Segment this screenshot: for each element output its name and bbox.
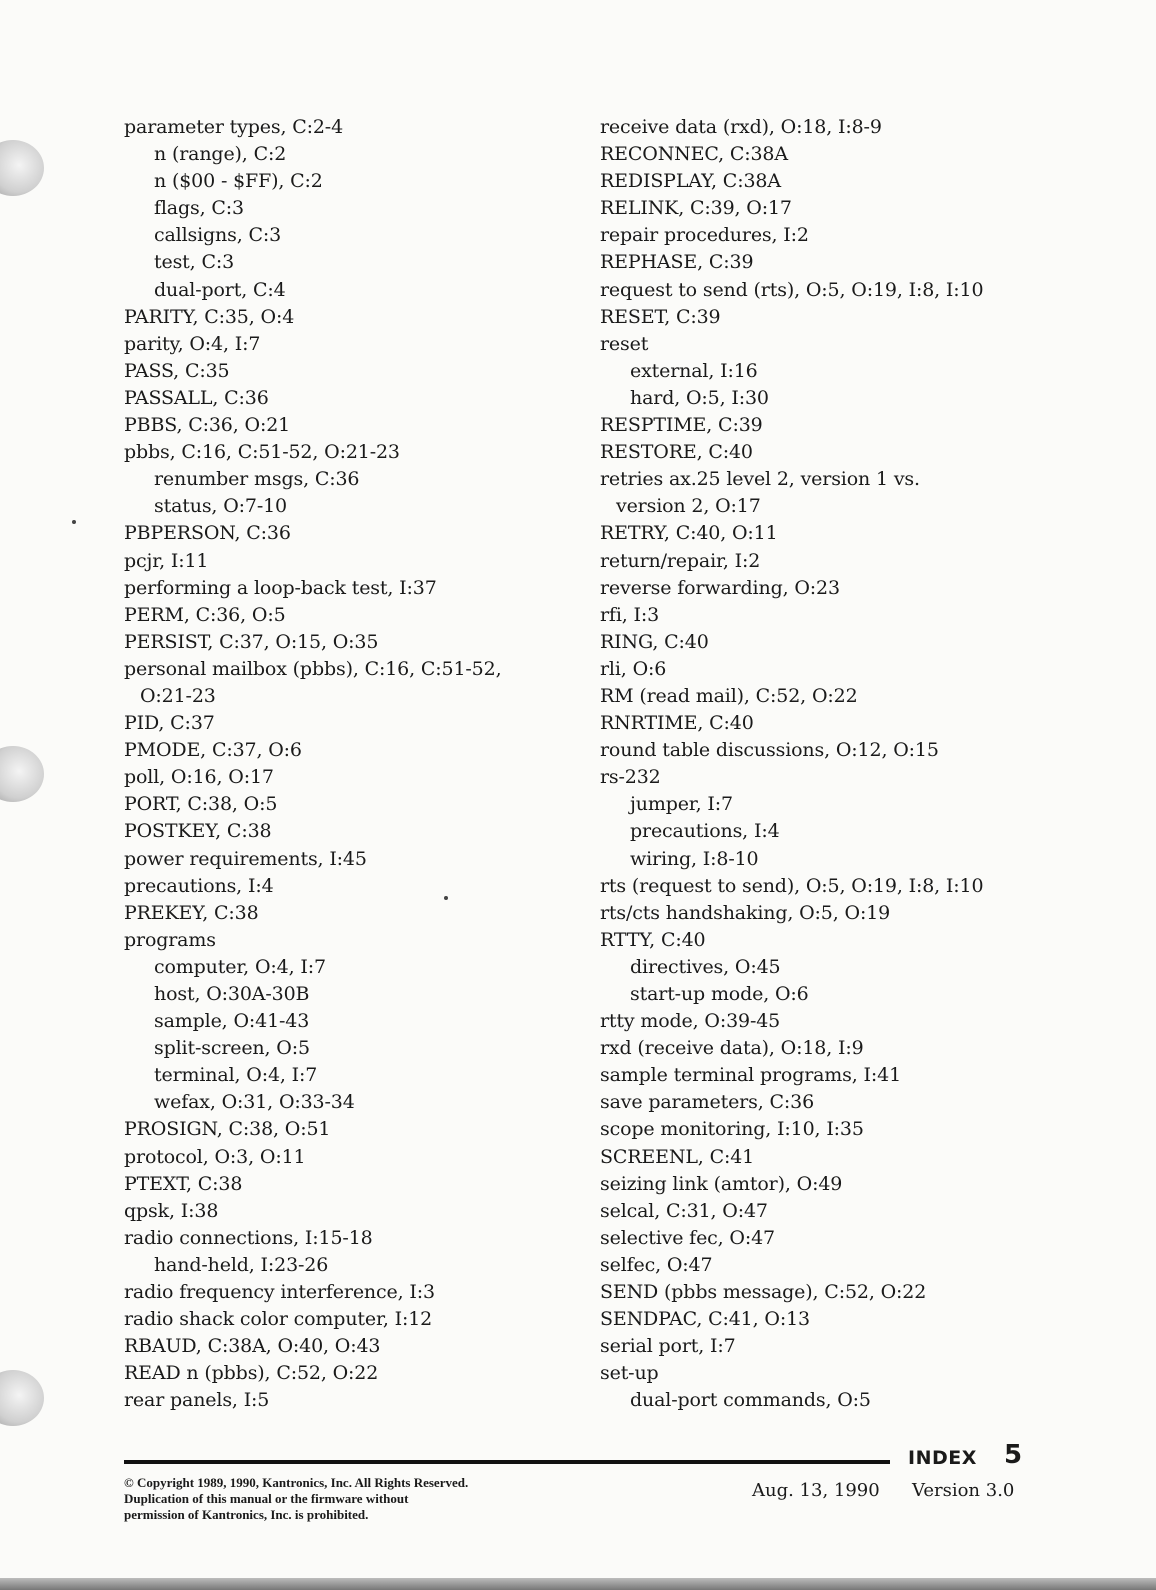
binder-hole-middle	[0, 746, 44, 802]
index-entry: power requirements, I:45	[124, 847, 367, 870]
index-entry: pbbs, C:16, C:51-52, O:21-23	[124, 441, 400, 464]
scan-speck	[72, 520, 76, 524]
index-entry: qpsk, I:38	[124, 1199, 219, 1222]
index-entry: radio connections, I:15-18	[124, 1226, 373, 1249]
index-subentry: directives, O:45	[630, 955, 781, 978]
index-entry: radio frequency interference, I:3	[124, 1281, 435, 1304]
index-entry: PASS, C:35	[124, 359, 230, 382]
copyright-line: permission of Kantronics, Inc. is prohibited.	[124, 1507, 369, 1522]
index-entry: PTEXT, C:38	[124, 1172, 243, 1195]
index-subentry: n (range), C:2	[154, 143, 287, 166]
index-subentry: renumber msgs, C:36	[154, 468, 360, 491]
index-subentry: flags, C:3	[154, 197, 244, 220]
index-subentry: wefax, O:31, O:33-34	[154, 1091, 355, 1114]
index-entry: selfec, O:47	[600, 1253, 713, 1276]
index-entry: rtty mode, O:39-45	[600, 1010, 781, 1033]
scan-edge-shadow	[0, 1578, 1156, 1590]
binder-hole-top	[0, 140, 44, 196]
index-subentry: test, C:3	[154, 251, 235, 274]
index-entry: sample terminal programs, I:41	[600, 1064, 902, 1087]
index-entry: RBAUD, C:38A, O:40, O:43	[124, 1335, 381, 1358]
index-entry: serial port, I:7	[600, 1335, 736, 1358]
index-entry: PBPERSON, C:36	[124, 522, 291, 545]
index-entry: REDISPLAY, C:38A	[600, 170, 781, 193]
index-subentry: callsigns, C:3	[154, 224, 282, 247]
index-entry: RETRY, C:40, O:11	[600, 522, 778, 545]
index-entry: RELINK, C:39, O:17	[600, 197, 792, 220]
index-entry: rfi, I:3	[600, 603, 660, 626]
index-subentry: sample, O:41-43	[154, 1010, 310, 1033]
page-number: 5	[1004, 1440, 1023, 1470]
index-subentry: external, I:16	[630, 359, 758, 382]
index-entry: reverse forwarding, O:23	[600, 576, 840, 599]
index-subentry: wiring, I:8-10	[630, 847, 759, 870]
index-entry: protocol, O:3, O:11	[124, 1145, 306, 1168]
index-entry: performing a loop-back test, I:37	[124, 576, 437, 599]
index-subentry: terminal, O:4, I:7	[154, 1064, 318, 1087]
index-entry: PROSIGN, C:38, O:51	[124, 1118, 331, 1141]
index-entry: RESET, C:39	[600, 305, 721, 328]
index-subentry: host, O:30A-30B	[154, 983, 310, 1005]
index-subentry: start-up mode, O:6	[630, 983, 809, 1005]
index-entry: PBBS, C:36, O:21	[124, 414, 291, 437]
index-entry: SEND (pbbs message), C:52, O:22	[600, 1281, 927, 1304]
index-entry: programs	[124, 928, 216, 951]
copyright-line: © Copyright 1989, 1990, Kantronics, Inc. All Rights Reserved.	[124, 1475, 469, 1490]
index-entry: PORT, C:38, O:5	[124, 793, 278, 816]
index-subentry: dual-port, C:4	[154, 278, 286, 301]
index-subentry: n ($00 - $FF), C:2	[154, 170, 323, 193]
section-label: INDEX	[908, 1447, 977, 1469]
index-entry: PMODE, C:37, O:6	[124, 739, 302, 762]
index-entry: pcjr, I:11	[124, 549, 209, 572]
index-entry: PERSIST, C:37, O:15, O:35	[124, 630, 379, 653]
index-entry: RING, C:40	[600, 630, 709, 653]
index-entry: receive data (rxd), O:18, I:8-9	[600, 116, 882, 138]
binder-hole-bottom	[0, 1370, 44, 1426]
index-entry: READ n (pbbs), C:52, O:22	[124, 1362, 379, 1385]
index-entry: PASSALL, C:36	[124, 386, 269, 409]
index-subentry: dual-port commands, O:5	[630, 1389, 871, 1412]
index-entry: rts (request to send), O:5, O:19, I:8, I:10	[600, 874, 984, 897]
index-entry: RNRTIME, C:40	[600, 712, 754, 735]
index-entry: radio shack color computer, I:12	[124, 1308, 433, 1331]
footer-date: Aug. 13, 1990	[752, 1480, 880, 1501]
copyright-line: Duplication of this manual or the firmware without	[124, 1491, 409, 1506]
index-entry: rs-232	[600, 766, 661, 789]
index-entry: RTTY, C:40	[600, 928, 706, 951]
index-entry: RESTORE, C:40	[600, 441, 753, 464]
index-column-right	[600, 114, 1120, 1415]
index-entry: rxd (receive data), O:18, I:9	[600, 1037, 864, 1060]
index-entry: poll, O:16, O:17	[124, 766, 274, 789]
index-entry: repair procedures, I:2	[600, 224, 809, 247]
index-entry: round table discussions, O:12, O:15	[600, 739, 939, 762]
footer-rule	[124, 1460, 890, 1464]
index-entry: rts/cts handshaking, O:5, O:19	[600, 901, 891, 924]
index-entry: RECONNEC, C:38A	[600, 143, 788, 166]
index-subentry: jumper, I:7	[630, 793, 733, 816]
footer-version: Version 3.0	[912, 1480, 1015, 1501]
index-subentry: split-screen, O:5	[154, 1037, 310, 1060]
index-entry-continuation: version 2, O:17	[616, 495, 761, 518]
index-subentry: status, O:7-10	[154, 495, 287, 518]
index-entry: selective fec, O:47	[600, 1226, 775, 1249]
index-entry: PID, C:37	[124, 712, 215, 735]
index-subentry: precautions, I:4	[630, 820, 780, 843]
index-entry: set-up	[600, 1362, 659, 1385]
index-entry: REPHASE, C:39	[600, 251, 754, 274]
index-entry: parity, O:4, I:7	[124, 332, 261, 355]
index-entry: SENDPAC, C:41, O:13	[600, 1308, 810, 1331]
index-entry: PARITY, C:35, O:4	[124, 305, 295, 328]
index-entry: PREKEY, C:38	[124, 901, 259, 924]
index-subentry: hard, O:5, I:30	[630, 386, 769, 409]
index-entry: parameter types, C:2-4	[124, 116, 344, 138]
index-column-left	[124, 114, 564, 1415]
index-entry: return/repair, I:2	[600, 549, 761, 572]
index-entry: scope monitoring, I:10, I:35	[600, 1118, 864, 1141]
index-subentry: hand-held, I:23-26	[154, 1253, 329, 1276]
index-entry: RESPTIME, C:39	[600, 414, 763, 437]
index-entry-continuation: O:21-23	[140, 684, 216, 707]
index-entry: RM (read mail), C:52, O:22	[600, 684, 858, 707]
index-subentry: computer, O:4, I:7	[154, 955, 326, 978]
index-entry: seizing link (amtor), O:49	[600, 1172, 843, 1195]
index-entry: selcal, C:31, O:47	[600, 1199, 768, 1222]
copyright-notice	[124, 1475, 604, 1523]
index-entry: request to send (rts), O:5, O:19, I:8, I:10	[600, 278, 984, 301]
index-entry: rli, O:6	[600, 657, 667, 680]
index-entry: SCREENL, C:41	[600, 1145, 755, 1168]
index-entry: POSTKEY, C:38	[124, 820, 272, 843]
index-entry: rear panels, I:5	[124, 1389, 270, 1412]
index-entry: reset	[600, 332, 649, 355]
index-entry: PERM, C:36, O:5	[124, 603, 286, 626]
index-entry: personal mailbox (pbbs), C:16, C:51-52,	[124, 657, 502, 680]
index-entry: retries ax.25 level 2, version 1 vs.	[600, 468, 920, 491]
index-entry: precautions, I:4	[124, 874, 274, 897]
index-entry: save parameters, C:36	[600, 1091, 815, 1114]
